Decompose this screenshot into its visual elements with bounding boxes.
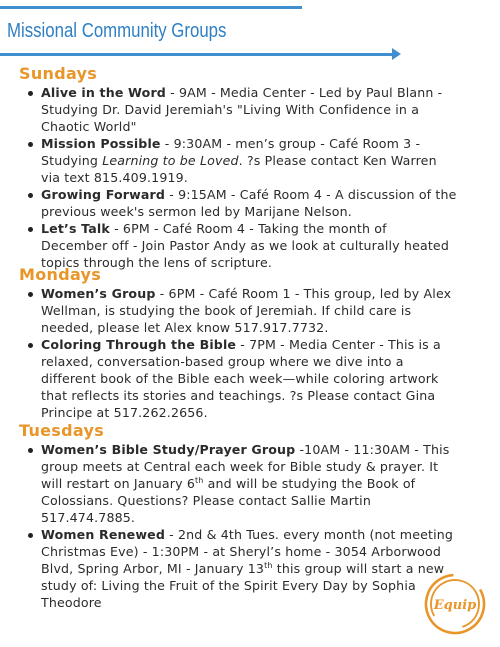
tuesday-group-list — [19, 441, 457, 611]
group-item-growing-forward — [19, 186, 457, 220]
group-name: Alive in the Word — [41, 85, 166, 100]
group-name: Growing Forward — [41, 187, 166, 202]
group-item-womens-bible-study — [19, 441, 457, 526]
group-item-mission-possible — [19, 135, 457, 186]
group-details: - 7PM - Media Center - This is a relaxed, conversation-based group where we dive into a different book of the Bible each week—while coloring artwork that reflects its stories and teachings. ?s Please contact Gina Principe at 517.262.2656. — [41, 337, 441, 420]
group-name: Women Renewed — [41, 527, 165, 542]
top-rule — [0, 6, 302, 9]
group-details: - 9:30AM - men’s group - Café Room 3 - Studying — [41, 136, 421, 168]
sunday-group-list — [19, 84, 457, 271]
group-details-contact: and will be studying the Book of Colossians. Questions? Please contact Sallie Martin 517.474.7885. — [41, 476, 416, 525]
section-heading-tuesdays: Tuesdays — [19, 421, 105, 440]
group-details: -10AM - 11:30AM - This group meets at Central each week for Bible study & prayer. It will restart on January 6 — [41, 442, 450, 491]
group-name: Women’s Bible Study/Prayer Group — [41, 442, 296, 457]
arrow-head-icon — [392, 48, 401, 60]
page-title: Missional Community Groups — [7, 20, 227, 42]
group-name: Coloring Through the Bible — [41, 337, 237, 352]
arrow-rule — [0, 53, 394, 56]
group-details: - 2nd & 4th Tues. every month (not meeting Christmas Eve) - 1:30PM - at Sheryl’s home - 3054 Arborwood Blvd, Spring Arbor, MI - January 13 — [41, 527, 454, 576]
equip-logo-icon — [423, 572, 487, 636]
group-details: - 9:15AM - Café Room 4 - A discussion of the previous week's sermon led by Marijane Nelson. — [41, 187, 457, 219]
group-name: Let’s Talk — [41, 221, 110, 236]
section-heading-mondays: Mondays — [19, 265, 102, 284]
book-title: Learning to be Loved — [102, 153, 239, 168]
group-details-study: this group will start a new study of: Living the Fruit of the Spirit Every Day by Sophia Theodore — [41, 561, 445, 610]
logo-text: Equip — [433, 598, 477, 613]
monday-group-list — [19, 285, 457, 421]
group-name: Mission Possible — [41, 136, 161, 151]
group-item-womens-group — [19, 285, 457, 336]
group-details: - 6PM - Café Room 4 - Taking the month of December off - Join Pastor Andy as we look at culturally heated topics through the lens of scripture. — [41, 221, 449, 270]
ordinal-suffix: th — [194, 476, 204, 485]
group-item-lets-talk — [19, 220, 457, 271]
ordinal-suffix: th — [264, 561, 273, 570]
group-item-coloring-through-the-bible — [19, 336, 457, 421]
group-item-women-renewed — [19, 526, 457, 611]
group-details: - 6PM - Café Room 1 - This group, led by Alex Wellman, is studying the book of Jeremiah. If child care is needed, please let Alex know 517.917.7732. — [41, 286, 452, 335]
group-details: - 9AM - Media Center - Led by Paul Blann - Studying Dr. David Jeremiah's "Living With Confidence in a Chaotic World" — [41, 85, 443, 134]
group-item-alive-in-the-word — [19, 84, 457, 135]
group-details-contact: . ?s Please contact Ken Warren via text 815.409.1919. — [41, 153, 437, 185]
group-name: Women’s Group — [41, 286, 156, 301]
section-heading-sundays: Sundays — [19, 64, 98, 83]
